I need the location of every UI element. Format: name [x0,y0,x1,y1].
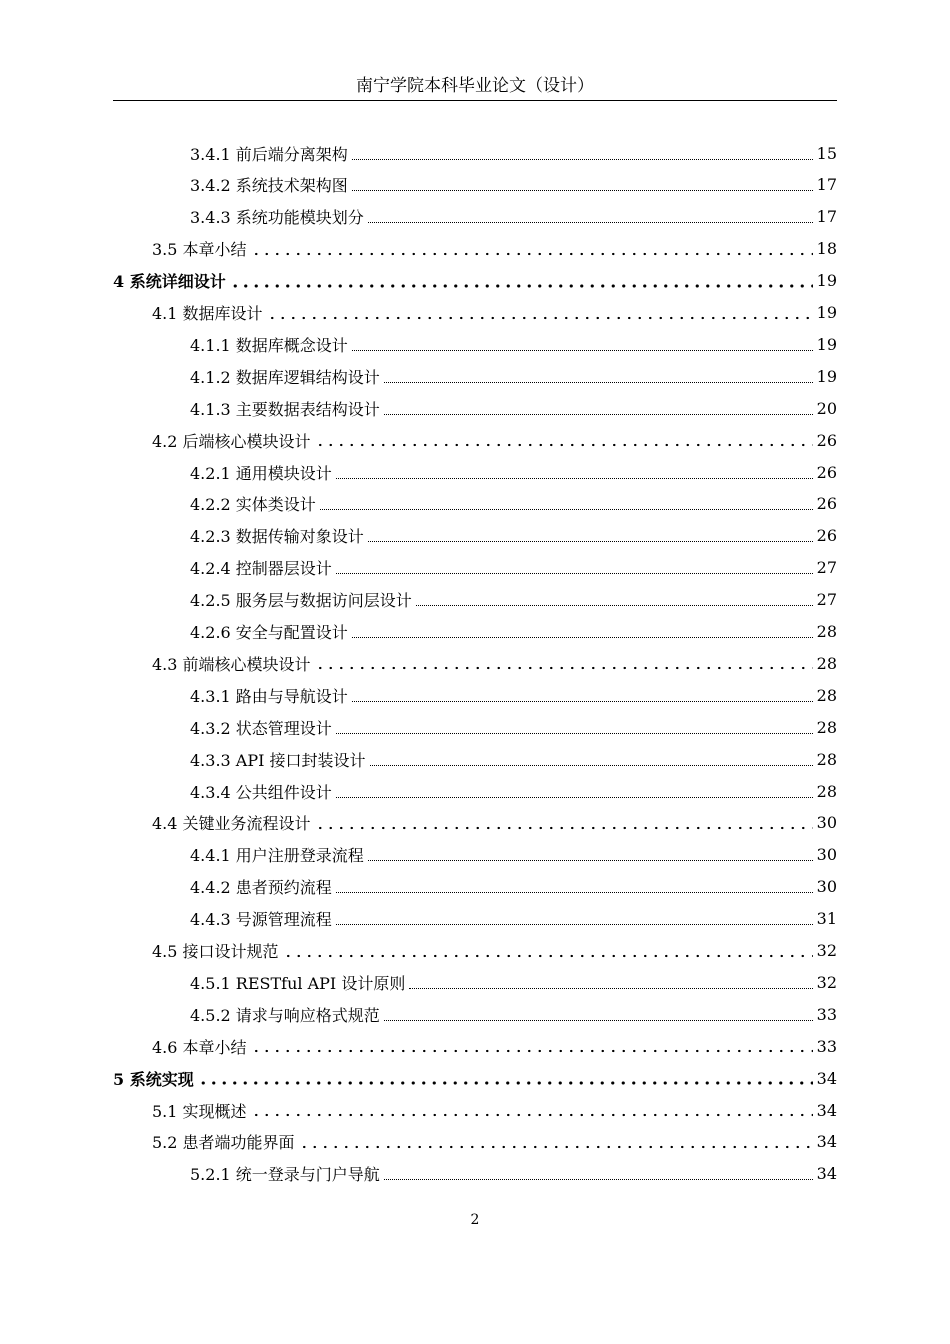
toc-entry-page: 20 [816,398,837,418]
toc-leader-dots [315,826,813,830]
toc-leader-dots [352,637,813,638]
toc-entry-label: 4.1 数据库设计 [152,304,263,323]
toc-entry-page: 34 [816,1068,837,1088]
toc-entry-label: 4.3.3 API 接口封装设计 [190,750,366,770]
toc-leader-dots [315,443,813,447]
toc-entry-page: 26 [816,430,837,450]
toc-entry-label: 5.1 实现概述 [152,1101,247,1121]
toc-leader-dots [352,350,813,351]
toc-entry[interactable] [152,425,837,455]
toc-entry-page: 19 [816,271,837,291]
toc-entry-page: 34 [816,1132,837,1152]
toc-entry-label: 4.3.2 状态管理设计 [190,718,332,738]
toc-entry-label: 3.4.1 前后端分离架构 [190,144,348,164]
toc-entry[interactable] [190,329,837,359]
toc-entry-page: 28 [816,653,837,673]
toc-leader-dots [315,666,813,670]
toc-entry-page: 19 [816,334,837,354]
toc-entry[interactable] [190,617,837,647]
toc-entry-label: 4.2.2 实体类设计 [190,495,316,515]
toc-leader-dots [352,701,813,702]
toc-entry-label: 4.5.1 RESTful API 设计原则 [190,973,406,993]
toc-entry[interactable] [190,457,837,487]
toc-leader-dots [368,860,813,861]
toc-entry-label: 4.1.1 数据库概念设计 [190,335,348,355]
toc-entry[interactable] [190,967,837,997]
toc-leader-dots [352,159,813,160]
toc-entry-label: 4.4.3 号源管理流程 [190,910,332,930]
toc-leader-dots [198,1081,813,1085]
toc-entry-page: 27 [816,558,837,578]
toc-leader-dots [230,284,813,288]
toc-entry-label: 4.3.1 路由与导航设计 [190,686,348,706]
toc-leader-dots [384,382,813,383]
toc-entry[interactable] [190,361,837,391]
toc-entry-page: 27 [816,590,837,610]
page-header: 南宁学院本科毕业论文（设计） [356,76,594,96]
toc-entry-page: 34 [816,1164,837,1184]
toc-entry-page: 30 [816,845,837,865]
toc-entry-label: 3.4.3 系统功能模块划分 [190,208,364,228]
toc-entry-page: 26 [816,494,837,514]
toc-entry[interactable] [152,936,837,966]
toc-entry[interactable] [190,585,837,615]
toc-entry-label: 4.3 前端核心模块设计 [152,654,311,674]
toc-entry-label: 4.1.2 数据库逻辑结构设计 [190,367,380,387]
toc-entry-page: 28 [816,685,837,705]
toc-leader-dots [370,765,813,766]
toc-entry[interactable] [190,904,837,934]
toc-leader-dots [336,797,813,798]
toc-leader-dots [251,252,813,256]
toc-entry-page: 19 [816,303,837,322]
toc-entry[interactable] [190,521,837,551]
toc-entry-label: 5 系统实现 [113,1069,194,1089]
toc-entry-page: 28 [816,749,837,769]
toc-entry-page: 19 [816,366,837,386]
toc-leader-dots [384,414,813,415]
toc-entry[interactable] [190,553,837,583]
toc-entry-label: 5.2.1 统一登录与门户导航 [190,1165,380,1185]
toc-entry[interactable] [190,872,837,902]
toc-entry[interactable] [190,489,837,519]
toc-leader-dots [336,478,813,479]
toc-entry-label: 5.2 患者端功能界面 [152,1133,295,1153]
toc-entry[interactable] [190,202,837,232]
toc-entry-page: 33 [816,1004,837,1024]
toc-entry-page: 28 [816,717,837,737]
toc-leader-dots [283,954,813,958]
toc-entry-page: 32 [816,972,837,992]
toc-leader-dots [336,892,813,893]
toc-leader-dots [251,1049,813,1053]
toc-leader-dots [251,1113,813,1117]
toc-entry-page: 31 [816,909,837,929]
toc-entry-page: 17 [816,207,837,227]
toc-entry[interactable] [152,234,837,264]
toc-entry-label: 4.2.3 数据传输对象设计 [190,527,364,547]
toc-entry-page: 26 [816,462,837,482]
toc-leader-dots [416,605,813,606]
toc-leader-dots [352,190,813,191]
toc-entry-label: 3.4.2 系统技术架构图 [190,176,348,196]
toc-entry-label: 4.2 后端核心模块设计 [152,431,311,451]
toc-entry-label: 4.6 本章小结 [152,1037,247,1057]
toc-entry-label: 3.5 本章小结 [152,240,247,260]
toc-entry-page: 30 [816,813,837,833]
toc-leader-dots [384,1020,813,1021]
toc-entry-label: 4.5.2 请求与响应格式规范 [190,1005,380,1025]
toc-entry-page: 18 [816,239,837,259]
page-number: 2 [470,1212,480,1228]
toc-entry[interactable] [152,1031,837,1061]
toc-entry[interactable] [113,1063,837,1093]
toc-entry-label: 4.2.4 控制器层设计 [190,559,332,579]
toc-leader-dots [384,1179,813,1180]
toc-entry[interactable] [190,170,837,200]
toc-entry[interactable] [152,298,837,328]
toc-entry-label: 4.2.6 安全与配置设计 [190,623,348,642]
toc-entry-label: 4.4.1 用户注册登录流程 [190,846,364,866]
toc-entry-page: 26 [816,526,837,546]
toc-entry[interactable] [152,648,837,678]
toc-leader-dots [336,924,813,925]
toc-entry-page: 28 [816,781,837,801]
toc-entry-page: 34 [816,1100,837,1120]
toc-entry-page: 33 [816,1036,837,1056]
toc-leader-dots [320,509,813,510]
toc-entry[interactable] [152,1127,837,1157]
toc-entry[interactable] [190,999,837,1029]
toc-entry-page: 32 [816,941,837,960]
toc-leader-dots [267,316,813,320]
toc-entry[interactable] [190,712,837,742]
toc-leader-dots [336,733,813,734]
toc-entry[interactable] [152,1095,837,1125]
toc-entry[interactable] [190,840,837,870]
toc-entry[interactable] [190,393,837,423]
toc-entry[interactable] [190,744,837,774]
toc-entry[interactable] [152,808,837,838]
toc-entry-page: 28 [816,622,837,641]
toc-entry[interactable] [190,138,837,168]
toc-leader-dots [368,222,813,223]
toc-entry[interactable] [190,1159,837,1189]
toc-entry-label: 4.4 关键业务流程设计 [152,814,311,834]
toc-entry-page: 17 [816,175,837,195]
toc-entry-page: 30 [816,877,837,897]
toc-entry-label: 4.1.3 主要数据表结构设计 [190,399,380,419]
toc-entry-label: 4.2.5 服务层与数据访问层设计 [190,591,412,611]
toc-leader-dots [368,541,813,542]
toc-entry[interactable] [113,266,837,296]
toc-entry-label: 4.5 接口设计规范 [152,942,279,961]
toc-entry[interactable] [190,680,837,710]
toc-entry-label: 4 系统详细设计 [113,272,226,292]
toc-leader-dots [409,988,812,989]
toc-entry-label: 4.4.2 患者预约流程 [190,878,332,898]
toc-leader-dots [299,1145,813,1149]
toc-entry-label: 4.3.4 公共组件设计 [190,782,332,802]
header-rule [113,100,837,101]
toc-entry-label: 4.2.1 通用模块设计 [190,463,332,483]
toc-entry-page: 15 [816,143,837,163]
toc-leader-dots [336,573,813,574]
toc-entry[interactable] [190,776,837,806]
